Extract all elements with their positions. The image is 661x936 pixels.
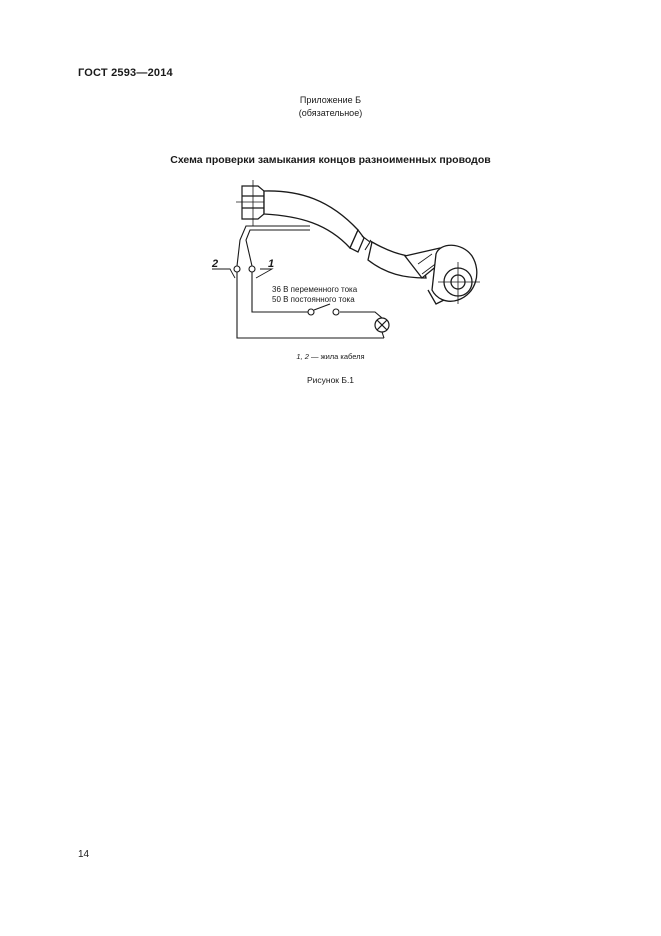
legend-text: — жила кабеля	[308, 352, 365, 361]
annex-heading: Схема проверки замыкания концов разноименных проводов	[170, 154, 491, 166]
lamp-icon	[375, 318, 389, 332]
conductor-1-label: 1	[268, 258, 275, 270]
cable-lower	[368, 242, 444, 278]
figure-caption: Рисунок Б.1	[306, 375, 355, 385]
test-circuit-diagram	[200, 178, 500, 348]
annex-title: Приложение Б	[299, 95, 362, 105]
label-leaders	[212, 269, 272, 278]
voltage-ac-label: 36 В переменного тока	[272, 285, 358, 294]
legend-keys: 1, 2	[296, 352, 309, 361]
annex-status: (обязательное)	[298, 108, 363, 118]
terminal-1	[249, 266, 255, 272]
terminal-2	[234, 266, 240, 272]
voltage-dc-label: 50 В постоянного тока	[272, 295, 355, 304]
cable-upper	[264, 191, 364, 252]
document-header: ГОСТ 2593—2014	[78, 67, 173, 79]
ring-terminal	[428, 245, 480, 304]
page-number: 14	[78, 849, 90, 860]
switch	[308, 304, 339, 315]
figure-legend	[0, 352, 661, 361]
conductor-2-label: 2	[212, 258, 219, 270]
